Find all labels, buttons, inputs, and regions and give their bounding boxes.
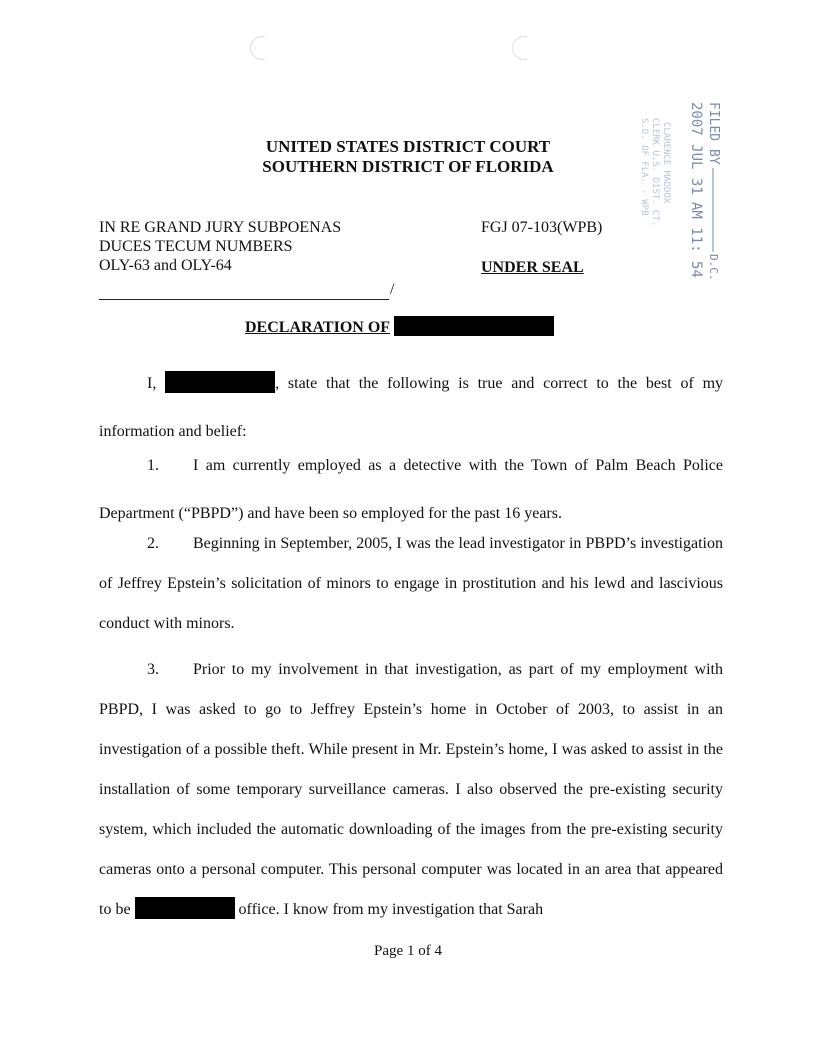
redaction-box	[394, 316, 554, 336]
stamp-dc: D.C.	[707, 254, 720, 281]
paragraph-text: Prior to my involvement in that investigation, as part of my employment with PBPD, I was asked to go to Jeffrey Epstein’s home in October of 2003, to assist in an investigation of a possible theft. While present in Mr. Epstein’s home, I was asked to assist in the installation of some temporary surveillance cameras. I also observed the pre-existing security system, which included the automatic downloading of the images from the pre-existing security cameras onto a personal computer. This personal computer was located in an area that appeared to be	[99, 661, 723, 918]
case-caption	[99, 218, 341, 275]
caption-slash: /	[390, 281, 395, 298]
intro-prefix: I,	[147, 375, 157, 392]
paragraph-text: Beginning in September, 2005, I was the lead investigator in PBPD’s investigation of Jeffrey Epstein’s solicitation of minors to engage in prostitution and his lewd and lascivious conduct with minors.	[99, 535, 723, 632]
stamp-time: AM 11: 54	[688, 202, 704, 278]
page-number: Page 1 of 4	[374, 943, 442, 959]
intro-suffix: , state that the following is true and correct to the best of my information and belief:	[99, 375, 724, 440]
case-number: FGJ 07-103(WPB)	[481, 219, 603, 236]
filed-stamp	[598, 100, 748, 290]
under-seal-label: UNDER SEAL	[481, 259, 584, 276]
paragraph-number: 1.	[147, 457, 159, 474]
declaration-title-text: DECLARATION OF	[245, 319, 391, 336]
caption-line: OLY-63 and OLY-64	[99, 257, 232, 274]
declaration-title	[245, 316, 554, 337]
caption-rule	[99, 299, 389, 300]
redaction-box	[165, 371, 275, 393]
stamp-filed-by: FILED BY	[706, 102, 721, 165]
court-name: UNITED STATES DISTRICT COURT	[265, 137, 551, 156]
stamp-clerk-line: S.D. OF FLA. - WPB	[639, 118, 649, 216]
stamp-date: 2007 JUL 31	[688, 102, 704, 195]
paragraph-number: 3.	[147, 661, 159, 678]
stamp-clerk-line: CLARENCE MADDOX	[661, 122, 671, 204]
paragraph-number: 2.	[147, 535, 159, 552]
redaction-box	[135, 897, 235, 919]
district-name: SOUTHERN DISTRICT OF FLORIDA	[262, 157, 554, 176]
paragraph-text-continued: office. I know from my investigation that Sarah	[238, 901, 544, 918]
stamp-clerk-line: CLERK U.S. DIST. CT.	[650, 118, 660, 227]
paragraph-text: I am currently employed as a detective with the Town of Palm Beach Police Department (“PBPD”) and have been so employed for the past 16 years.	[99, 457, 723, 522]
paragraph-3	[99, 650, 723, 930]
punch-mark	[250, 36, 265, 60]
caption-line: IN RE GRAND JURY SUBPOENAS	[99, 219, 342, 236]
caption-line: DUCES TECUM NUMBERS	[99, 238, 293, 255]
paragraph-2	[99, 524, 723, 644]
punch-mark	[512, 36, 527, 60]
